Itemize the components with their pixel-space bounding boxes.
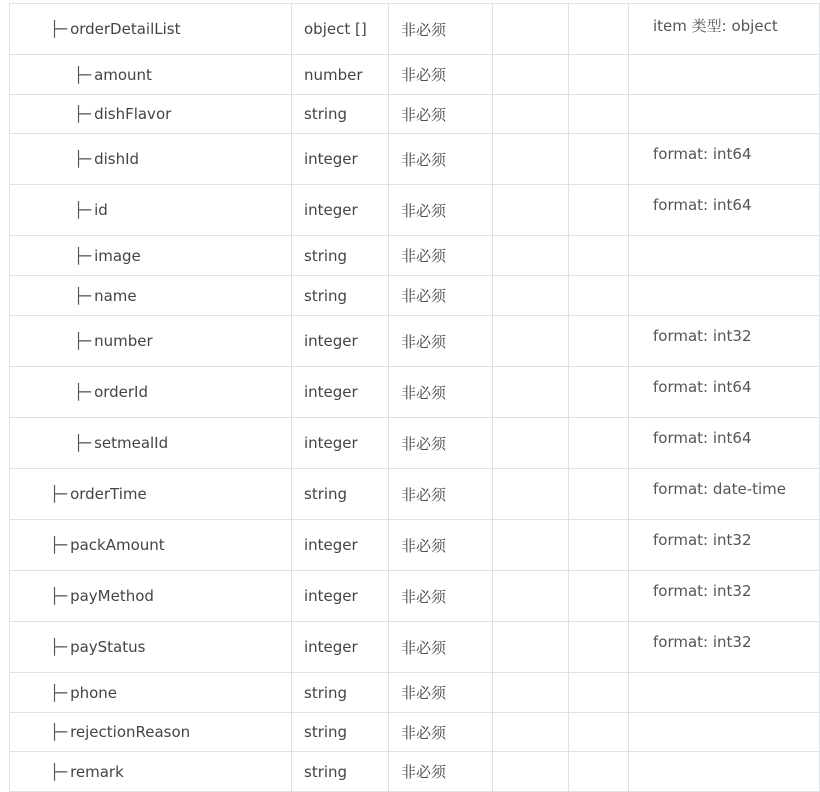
tree-branch-icon: ├─ [50, 638, 67, 656]
description-cell [569, 713, 629, 752]
field-note: format: int64 [629, 367, 820, 418]
field-required: 非必须 [389, 713, 493, 752]
default-value-cell [493, 134, 569, 185]
field-type: string [292, 673, 389, 713]
field-type: string [292, 276, 389, 316]
table-row [10, 367, 820, 418]
field-name-cell [10, 673, 292, 713]
field-type: number [292, 55, 389, 95]
field-name-cell [10, 4, 292, 55]
description-cell [569, 134, 629, 185]
default-value-cell [493, 752, 569, 792]
description-cell [569, 276, 629, 316]
field-note [629, 276, 820, 316]
default-value-cell [493, 418, 569, 469]
field-name-cell [10, 713, 292, 752]
field-note: format: int64 [629, 185, 820, 236]
table-row [10, 673, 820, 713]
field-name-cell [10, 469, 292, 520]
field-note [629, 673, 820, 713]
field-name: id [94, 201, 108, 219]
field-name: orderId [94, 383, 149, 401]
field-name: number [94, 332, 153, 350]
description-cell [569, 316, 629, 367]
field-name: packAmount [70, 536, 165, 554]
field-required: 非必须 [389, 134, 493, 185]
table-row [10, 134, 820, 185]
default-value-cell [493, 469, 569, 520]
default-value-cell [493, 713, 569, 752]
tree-branch-icon: ├─ [50, 587, 67, 605]
default-value-cell [493, 622, 569, 673]
field-name: orderDetailList [70, 20, 181, 38]
description-cell [569, 469, 629, 520]
field-note: format: int64 [629, 134, 820, 185]
field-required: 非必须 [389, 316, 493, 367]
tree-branch-icon: ├─ [50, 683, 67, 702]
field-name: remark [70, 762, 124, 781]
field-name: dishFlavor [94, 105, 172, 123]
params-table [9, 3, 820, 792]
description-cell [569, 367, 629, 418]
field-name-cell [10, 622, 292, 673]
field-required: 非必须 [389, 95, 493, 134]
field-name-cell [10, 236, 292, 276]
field-name-cell [10, 571, 292, 622]
description-cell [569, 95, 629, 134]
table-row [10, 520, 820, 571]
table-row [10, 469, 820, 520]
field-type: string [292, 95, 389, 134]
default-value-cell [493, 276, 569, 316]
field-note: format: int64 [629, 418, 820, 469]
tree-branch-icon: ├─ [74, 246, 91, 265]
field-required: 非必须 [389, 673, 493, 713]
field-name-cell [10, 520, 292, 571]
field-required: 非必须 [389, 4, 493, 55]
field-note: format: int32 [629, 622, 820, 673]
tree-branch-icon: ├─ [74, 434, 91, 452]
table-row [10, 316, 820, 367]
default-value-cell [493, 95, 569, 134]
table-row [10, 571, 820, 622]
tree-branch-icon: ├─ [74, 65, 91, 84]
table-row [10, 185, 820, 236]
default-value-cell [493, 236, 569, 276]
tree-branch-icon: ├─ [74, 201, 91, 219]
field-note [629, 752, 820, 792]
description-cell [569, 418, 629, 469]
field-name-cell [10, 367, 292, 418]
table-row [10, 622, 820, 673]
field-required: 非必须 [389, 55, 493, 95]
field-name-cell [10, 276, 292, 316]
tree-branch-icon: ├─ [74, 150, 91, 168]
default-value-cell [493, 520, 569, 571]
field-type: integer [292, 185, 389, 236]
description-cell [569, 622, 629, 673]
table-row [10, 418, 820, 469]
field-required: 非必须 [389, 367, 493, 418]
description-cell [569, 520, 629, 571]
default-value-cell [493, 55, 569, 95]
table-row [10, 4, 820, 55]
field-type: integer [292, 367, 389, 418]
field-note [629, 236, 820, 276]
field-note: format: int32 [629, 316, 820, 367]
field-type: object [] [292, 4, 389, 55]
field-required: 非必须 [389, 622, 493, 673]
field-required: 非必须 [389, 185, 493, 236]
description-cell [569, 571, 629, 622]
field-name-cell [10, 95, 292, 134]
field-required: 非必须 [389, 520, 493, 571]
field-name-cell [10, 752, 292, 792]
description-cell [569, 752, 629, 792]
default-value-cell [493, 316, 569, 367]
description-cell [569, 55, 629, 95]
field-note: format: date-time [629, 469, 820, 520]
params-table-body [10, 4, 820, 792]
field-name-cell [10, 316, 292, 367]
field-type: integer [292, 520, 389, 571]
field-name: payMethod [70, 587, 154, 605]
table-row [10, 95, 820, 134]
field-name: image [94, 246, 141, 265]
field-type: string [292, 752, 389, 792]
field-required: 非必须 [389, 469, 493, 520]
tree-branch-icon: ├─ [50, 20, 67, 38]
field-required: 非必须 [389, 571, 493, 622]
default-value-cell [493, 673, 569, 713]
tree-branch-icon: ├─ [74, 332, 91, 350]
field-note [629, 95, 820, 134]
field-note: format: int32 [629, 520, 820, 571]
field-type: integer [292, 571, 389, 622]
table-row [10, 752, 820, 792]
field-name-cell [10, 185, 292, 236]
default-value-cell [493, 4, 569, 55]
field-note: item 类型: object [629, 4, 820, 55]
description-cell [569, 4, 629, 55]
default-value-cell [493, 185, 569, 236]
field-required: 非必须 [389, 236, 493, 276]
field-name: setmealId [94, 434, 169, 452]
description-cell [569, 673, 629, 713]
field-name: amount [94, 65, 152, 84]
tree-branch-icon: ├─ [74, 286, 91, 305]
description-cell [569, 185, 629, 236]
tree-branch-icon: ├─ [74, 383, 91, 401]
field-type: string [292, 236, 389, 276]
field-note [629, 55, 820, 95]
field-type: string [292, 713, 389, 752]
table-row [10, 713, 820, 752]
field-note [629, 713, 820, 752]
field-name: phone [70, 683, 118, 702]
default-value-cell [493, 367, 569, 418]
field-name-cell [10, 55, 292, 95]
tree-branch-icon: ├─ [74, 105, 91, 123]
field-name: rejectionReason [70, 723, 191, 741]
field-name-cell [10, 134, 292, 185]
field-type: integer [292, 418, 389, 469]
field-type: string [292, 469, 389, 520]
field-type: integer [292, 622, 389, 673]
field-required: 非必须 [389, 752, 493, 792]
default-value-cell [493, 571, 569, 622]
field-name: payStatus [70, 638, 146, 656]
tree-branch-icon: ├─ [50, 762, 67, 781]
table-row [10, 55, 820, 95]
field-type: integer [292, 134, 389, 185]
field-name: dishId [94, 150, 140, 168]
tree-branch-icon: ├─ [50, 536, 67, 554]
table-row [10, 276, 820, 316]
field-required: 非必须 [389, 418, 493, 469]
field-note: format: int32 [629, 571, 820, 622]
field-name-cell [10, 418, 292, 469]
field-required: 非必须 [389, 276, 493, 316]
field-name: orderTime [70, 485, 147, 503]
field-name: name [94, 286, 137, 305]
field-type: integer [292, 316, 389, 367]
description-cell [569, 236, 629, 276]
tree-branch-icon: ├─ [50, 723, 67, 741]
table-row [10, 236, 820, 276]
tree-branch-icon: ├─ [50, 485, 67, 503]
